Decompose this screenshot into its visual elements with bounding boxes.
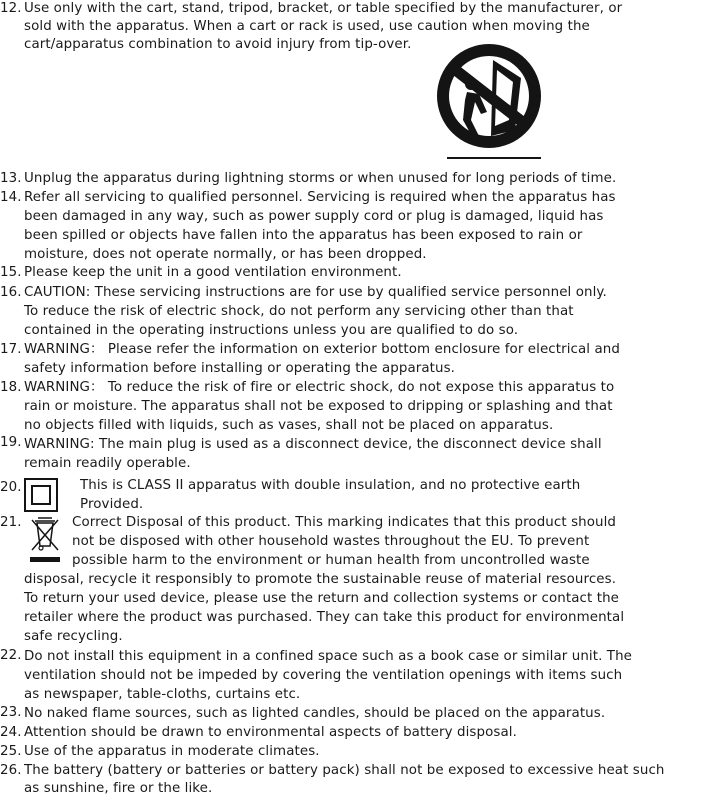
item-text-line: To reduce the risk of electric shock, do not perform any servicing other than that xyxy=(24,304,574,319)
item-number: 19. xyxy=(0,435,22,450)
item-text-line: Unplug the apparatus during lightning storms or when unused for long periods of time. xyxy=(24,171,617,186)
item-text-line: rain or moisture. The apparatus shall not be exposed to dripping or splashing and that xyxy=(24,399,613,414)
item-text-line: safety information before installing or operating the apparatus. xyxy=(24,361,456,376)
item-text-line: ventilation should not be impeded by covering the ventilation openings with items such xyxy=(24,668,623,683)
item-text-line: Use only with the cart, stand, tripod, bracket, or table specified by the manufacturer, or xyxy=(24,1,623,16)
item-number: 20. xyxy=(0,480,22,495)
item-number: 15. xyxy=(0,265,22,280)
item-number: 13. xyxy=(0,171,22,186)
crossed-out-wheelie-bin-icon xyxy=(28,514,62,564)
item-text-line: possible harm to the environment or human health from uncontrolled waste xyxy=(72,553,590,568)
item-text-line: Do not install this equipment in a confined space such as a book case or similar unit. The xyxy=(24,649,632,664)
item-text-line: Provided. xyxy=(80,497,144,512)
item-text-line: WARNING： To reduce the risk of fire or electric shock, do not expose this apparatus to xyxy=(24,380,615,395)
item-number: 12. xyxy=(0,1,22,16)
item-number: 24. xyxy=(0,725,22,740)
item-text-line: CAUTION: These servicing instructions are for use by qualified service personnel only. xyxy=(24,285,607,300)
item-text-line: Attention should be drawn to environmental aspects of battery disposal. xyxy=(24,725,517,740)
item-number: 17. xyxy=(0,342,22,357)
item-text-line: This is CLASS II apparatus with double insulation, and no protective earth xyxy=(80,478,581,493)
item-number: 18. xyxy=(0,380,22,395)
item-text-line: Correct Disposal of this product. This marking indicates that this product should xyxy=(72,515,617,530)
item-number: 21. xyxy=(0,515,22,530)
item-text-line: safe recycling. xyxy=(24,629,123,644)
item-number: 23. xyxy=(0,705,22,720)
item-text-line: To return your used device, please use the return and collection systems or contact the xyxy=(24,591,619,606)
item-text-line: Please keep the unit in a good ventilation environment. xyxy=(24,265,402,280)
cart-tip-over-warning-icon xyxy=(433,40,545,162)
class-ii-double-square-icon xyxy=(24,478,58,512)
item-text-line: No naked flame sources, such as lighted candles, should be placed on the apparatus. xyxy=(24,706,606,721)
item-text-line: WARNING: The main plug is used as a disconnect device, the disconnect device shall xyxy=(24,437,602,452)
item-number: 22. xyxy=(0,648,22,663)
item-text-line: Use of the apparatus in moderate climates. xyxy=(24,744,320,759)
item-number: 26. xyxy=(0,763,22,778)
item-text-line: contained in the operating instructions unless you are qualified to do so. xyxy=(24,323,519,338)
item-text-line: WARNING： Please refer the information on exterior bottom enclosure for electrical and xyxy=(24,342,620,357)
item-text-line: cart/apparatus combination to avoid injury from tip-over. xyxy=(24,37,412,52)
item-text-line: remain readily operable. xyxy=(24,456,191,471)
item-text-line: retailer where the product was purchased. They can take this product for environmental xyxy=(24,610,625,625)
item-text-line: disposal, recycle it responsibly to promote the sustainable reuse of material resources. xyxy=(24,572,617,587)
item-number: 16. xyxy=(0,285,22,300)
item-number: 25. xyxy=(0,744,22,759)
item-text-line: Refer all servicing to qualified personnel. Servicing is required when the apparatus has xyxy=(24,190,616,205)
item-number: 14. xyxy=(0,190,22,205)
item-text-line: been damaged in any way, such as power supply cord or plug is damaged, liquid has xyxy=(24,209,604,224)
item-text-line: as sunshine, fire or the like. xyxy=(24,781,213,796)
item-text-line: as newspaper, table-cloths, curtains etc. xyxy=(24,687,301,702)
item-text-line: no objects filled with liquids, such as vases, shall not be placed on apparatus. xyxy=(24,418,554,433)
item-text-line: moisture, does not operate normally, or has been dropped. xyxy=(24,247,427,262)
item-text-line: been spilled or objects have fallen into the apparatus has been exposed to rain or xyxy=(24,228,583,243)
item-text-line: sold with the apparatus. When a cart or rack is used, use caution when moving the xyxy=(24,19,590,34)
item-text-line: The battery (battery or batteries or battery pack) shall not be exposed to excessive heat such xyxy=(24,763,665,778)
item-text-line: not be disposed with other household wastes throughout the EU. To prevent xyxy=(72,534,590,549)
